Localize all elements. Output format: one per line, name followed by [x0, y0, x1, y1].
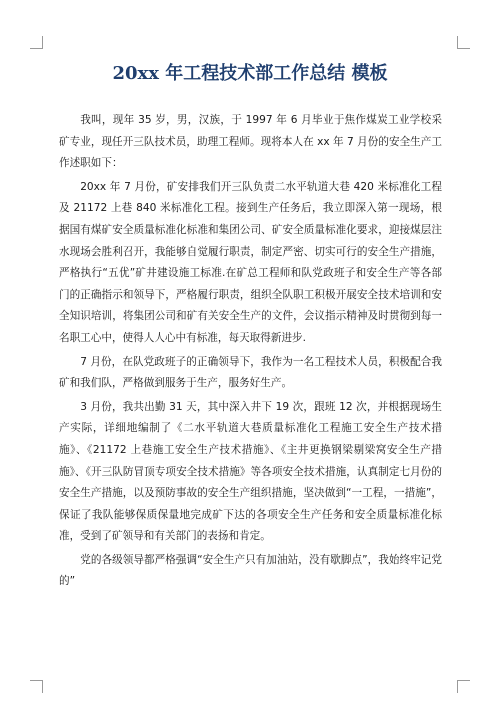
paragraph-july-leadership: 7 月份，在队党政班子的正确领导下，我作为一名工程技术人员，积极配合我矿和我们队，严格做到服务于生产，服务好生产。 [59, 355, 442, 390]
crop-mark-top-left [30, 36, 43, 49]
crop-mark-top-right [457, 36, 470, 49]
paragraph-introduction: 我叫，现年 35 岁，男，汉族，于 1997 年 6 月毕业于焦作煤炭工业学校采矿专业，现任开三队技术员，助理工程师。现将本人在 xx 年 7 月份的安全生产工作述职如下： [59, 114, 442, 170]
crop-mark-bottom-right [457, 680, 470, 693]
paragraph-party-leadership: 党的各级领导都严格强调“安全生产只有加油站，没有歇脚点”，我始终牢记党的” [59, 553, 442, 588]
paragraph-attendance-measures: 3 月份，我共出勤 31 天，其中深入井下 19 次，跟班 12 次，并根据现场生产实际，详细地编制了《二水平轨道大巷质量标准化工程施工安全生产技术措施》、《21172 上巷施工安全生产技术措施》、《主井更换钢梁剔梁窝安全生产措施》、《开三队防冒顶专项安全技术措施》等各项安全技术措施，认真制定七月份的安全生产措施，以及预防事故的安全生产组织措施，坚决做到“一工程，一措施”，保证了我队能够保质保量地完成矿下达的各项安全生产任务和安全质量标准化标准，受到了矿领导和有关部门的表扬和肯定。 [59, 400, 442, 543]
document-body [59, 110, 442, 593]
document-title: 20xx 年工程技术部工作总结 模板 [112, 63, 388, 84]
paragraph-july-tasks: 20xx 年 7 月份，矿安排我们开三队负责二水平轨道大巷 420 米标准化工程及 21172 上巷 840 米标准化工程。接到生产任务后，我立即深入第一现场，根据国有煤矿安全质量标准化标准和集团公司、矿安全质量标准化要求，迎接煤层注水现场会胜利召开，我能够自觉履行职责，制定严密、切实可行的安全生产措施，严格执行“五优”矿井建设施工标准.在矿总工程师和队党政班子和安全生产等各部门的正确指示和领导下，严格履行职责，组织全队职工积极开展安全技术培训和安全知识培训，将集团公司和矿有关安全生产的文件，会议指示精神及时贯彻到每一名职工心中，使得人人心中有标准，每天取得新进步. [59, 180, 442, 344]
crop-mark-bottom-left [30, 680, 43, 693]
